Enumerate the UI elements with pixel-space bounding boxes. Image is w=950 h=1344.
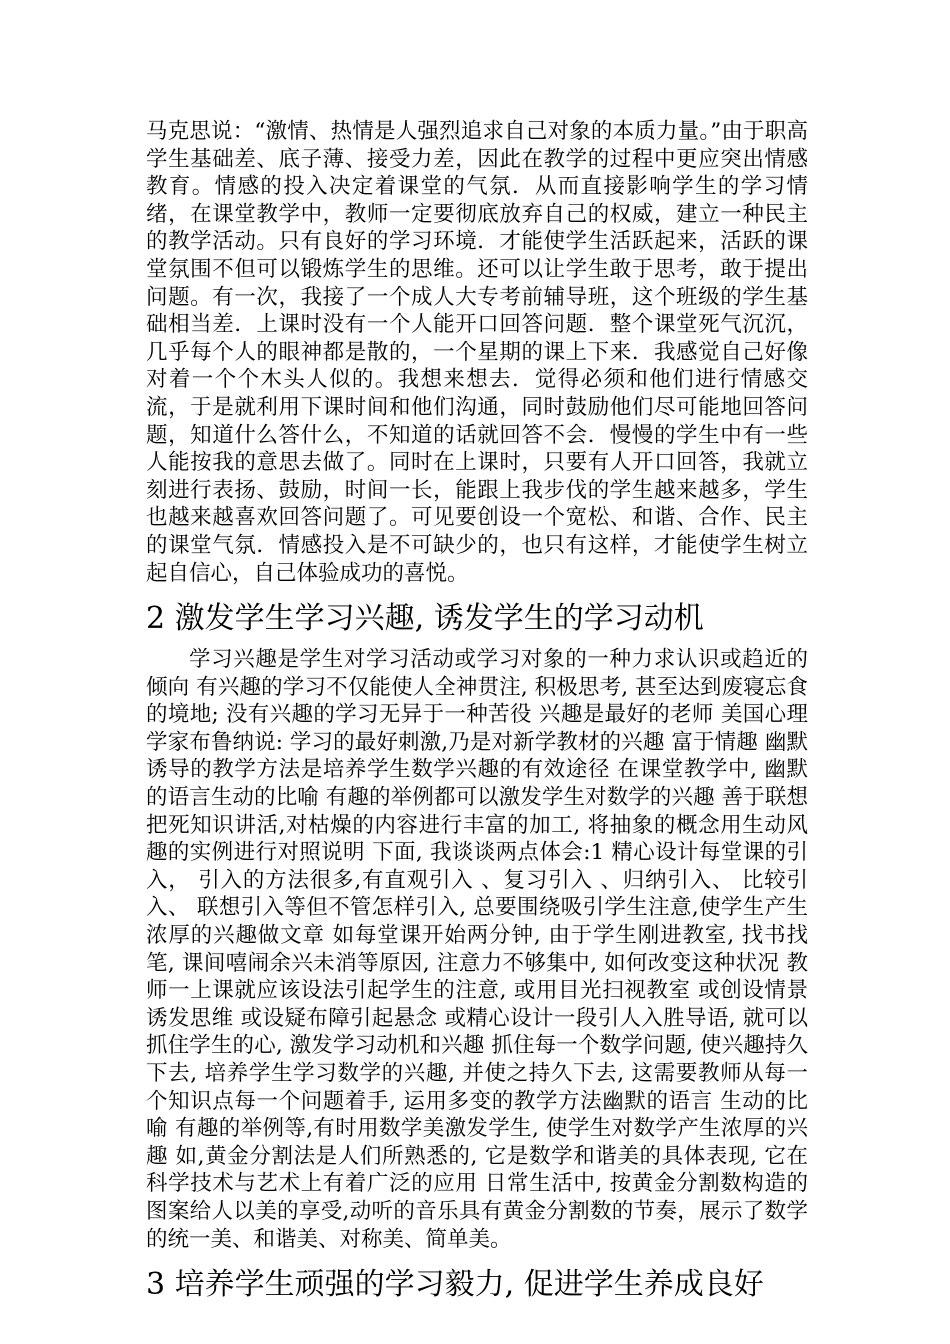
section-heading: 2 激发学生学习兴趣, 诱发学生的学习动机 <box>146 601 704 637</box>
document-page <box>146 118 808 1312</box>
body-paragraph: 马克思说：“激情、热情是人强烈追求自己对象的本质力量。”由于职高学生基础差、底子薄、接受力差，因此在教学的过程中更应突出情感教育。情感的投入决定着课堂的气氛．从而直接影响学生的学习情绪，在课堂教学中，教师一定要彻底放弃自己的权威，建立一种民主的教学活动。只有良好的学习环境．才能使学生活跃起来，活跃的课堂氛围不但可以锻炼学生的思维。还可以让学生敢于思考，敢于提出问题。有一次，我接了一个成人大专考前辅导班，这个班级的学生基础相当差．上课时没有一个人能开口回答问题．整个课堂死气沉沉，几乎每个人的眼神都是散的，一个星期的课上下来．我感觉自己好像对着一个个木头人似的。我想来想去．觉得必须和他们进行情感交流，于是就利用下课时间和他们沟通，同时鼓励他们尽可能地回答问题，知道什么答什么，不知道的话就回答不会．慢慢的学生中有一些人能按我的意思去做了。同时在上课时，只要有人开口回答，我就立刻进行表扬、鼓励，时间一长，能跟上我步伐的学生越来越多，学生也越来越喜欢回答问题了。可见要创设一个宽松、和谐、合作、民主的课堂气氛．情感投入是不可缺少的，也只有这样，才能使学生树立起自信心，自己体验成功的喜悦。 <box>146 119 808 586</box>
body-paragraph: 学习兴趣是学生对学习活动或学习对象的一种力求认识或趋近的倾向 有兴趣的学习不仅能使人全神贯注, 积极思考, 甚至达到废寝忘食的境地; 没有兴趣的学习无异于一种苦役 兴趣是最好的老师 美国心理学家布鲁纳说: 学习的最好刺激,乃是对新学教材的兴趣 富于情趣 幽默 诱导的教学方法是培养学生数学兴趣的有效途径 在课堂教学中, 幽默的语言生动的比喻 有趣的举例都可以激发学生对数学的兴趣 善于联想把死知识讲活,对枯燥的内容进行丰富的加工, 将抽象的概念用生动风趣的实例进行对照说明 下面, 我谈谈两点体会:1 精心设计每堂课的引入， 引入的方法很多,有直观引入 、复习引入 、归纳引入、 比较引入、 联想引入等但不管怎样引入, 总要围绕吸引学生注意,使学生产生浓厚的兴趣做文章 如每堂课开始两分钟, 由于学生刚进教室, 找书找笔, 课间嘻闹余兴未消等原因, 注意力不够集中, 如何改变这种状况 教师一上课就应该设法引起学生的注意, 或用目光扫视教室 或创设情景诱发思维 或设疑布障引起悬念 或精心设计一段引人入胜导语, 就可以抓住学生的心, 激发学习动机和兴趣 抓住每一个数学问题, 使兴趣持久下去, 培养学生学习数学的兴趣, 并使之持久下去, 这需要教师从每一个知识点每一个问题着手, 运用多变的教学方法幽默的语言 生动的比喻 有趣的举例等,有时用数学美激发学生, 使学生对数学产生浓厚的兴趣 如,黄金分割法是人们所熟悉的, 它是数学和谐美的具体表现, 它在科学技术与艺术上有着广泛的应用 日常生活中, 按黄金分割数构造的图案给人以美的享受,动听的音乐具有黄金分割数的节奏，展示了数学的统一美、和谐美、对称美、简单美。 <box>146 647 808 1252</box>
section-heading: 3 培养学生顽强的学习毅力, 促进学生养成良好 <box>146 1267 764 1303</box>
